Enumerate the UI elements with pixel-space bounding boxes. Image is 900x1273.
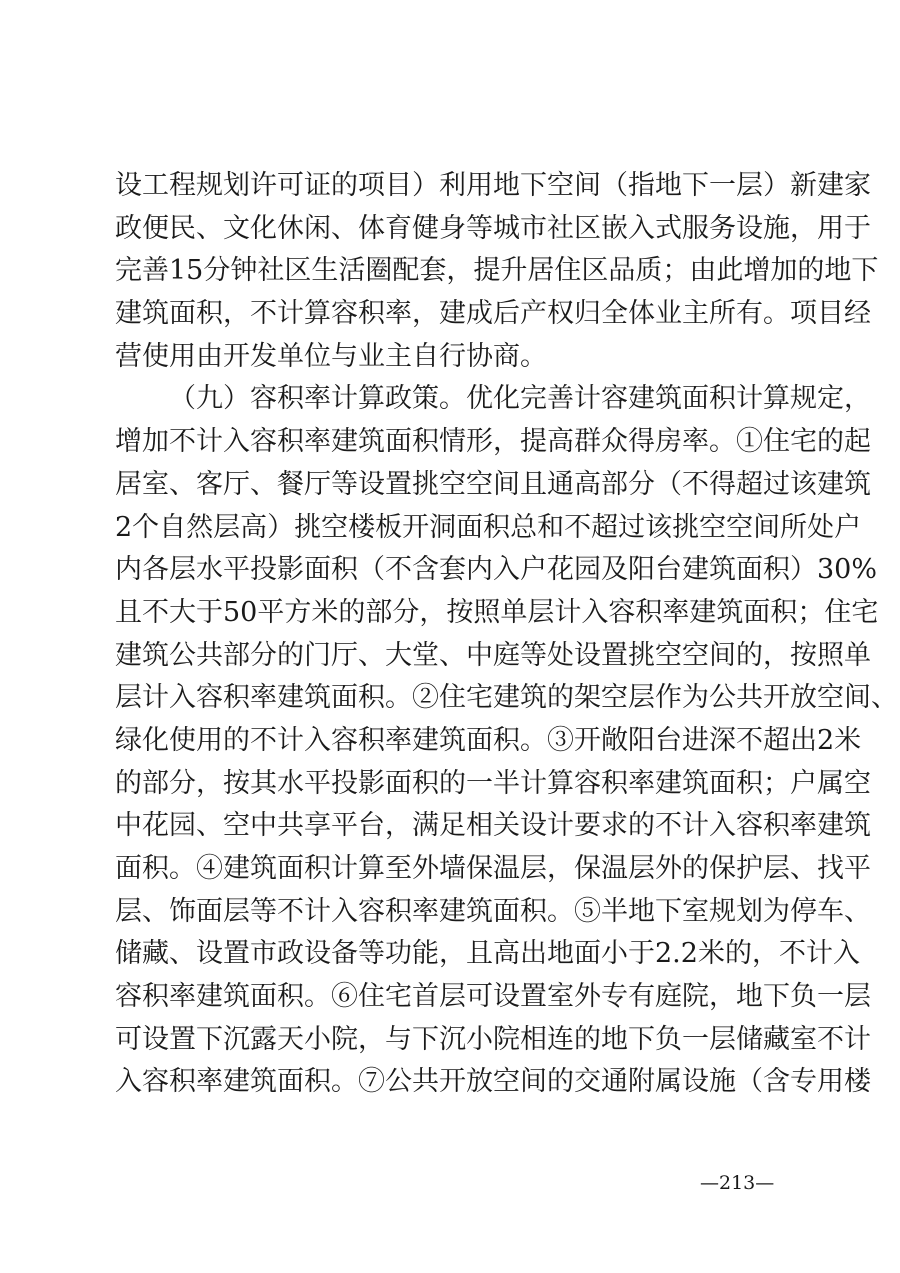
text-line: 内各层水平投影面积（不含套内入户花园及阳台建筑面积）30% [115,554,878,586]
text-line: 居室、客厅、餐厅等设置挑空空间且通高部分（不得超过该建筑 [115,468,871,500]
body-text [115,165,898,1104]
text-line: 容积率建筑面积。⑥住宅首层可设置室外专有庭院，地下负一层 [115,981,871,1013]
text-line: 中花园、空中共享平台，满足相关设计要求的不计入容积率建筑 [115,810,871,842]
text-line: 可设置下沉露天小院，与下沉小院相连的地下负一层储藏室不计 [115,1023,871,1055]
text-line: 政便民、文化休闲、体育健身等城市社区嵌入式服务设施，用于 [115,212,871,244]
text-line: 储藏、设置市政设备等功能，且高出地面小于2.2米的，不计入 [115,938,860,970]
text-line: 绿化使用的不计入容积率建筑面积。③开敞阳台进深不超出2米 [115,724,862,756]
text-line: 增加不计入容积率建筑面积情形，提高群众得房率。①住宅的起 [115,426,871,458]
text-line: 2个自然层高）挑空楼板开洞面积总和不超过该挑空空间所处户 [115,511,862,543]
text-line: 建筑公共部分的门厅、大堂、中庭等处设置挑空空间的，按照单 [115,639,871,671]
text-line: 建筑面积，不计算容积率，建成后产权归全体业主所有。项目经 [115,298,871,330]
section-heading-line: （九）容积率计算政策。优化完善计容建筑面积计算规定， [169,383,871,415]
text-line: 完善15分钟社区生活圈配套，提升居住区品质；由此增加的地下 [115,255,879,287]
text-line: 且不大于50平方米的部分，按照单层计入容积率建筑面积；住宅 [115,596,879,628]
page-number: —213— [700,1172,775,1194]
text-line: 面积。④建筑面积计算至外墙保温层，保温层外的保护层、找平 [115,853,871,884]
text-line: 营使用由开发单位与业主自行协商。 [115,340,547,372]
text-line: 的部分，按其水平投影面积的一半计算容积率建筑面积；户属空 [115,767,871,799]
text-line: 入容积率建筑面积。⑦公共开放空间的交通附属设施（含专用楼 [115,1066,871,1098]
text-line: 设工程规划许可证的项目）利用地下空间（指地下一层）新建家 [115,170,871,201]
text-line: 层、饰面层等不计入容积率建筑面积。⑤半地下室规划为停车、 [115,895,871,927]
text-line: 层计入容积率建筑面积。②住宅建筑的架空层作为公共开放空间、 [115,682,898,714]
